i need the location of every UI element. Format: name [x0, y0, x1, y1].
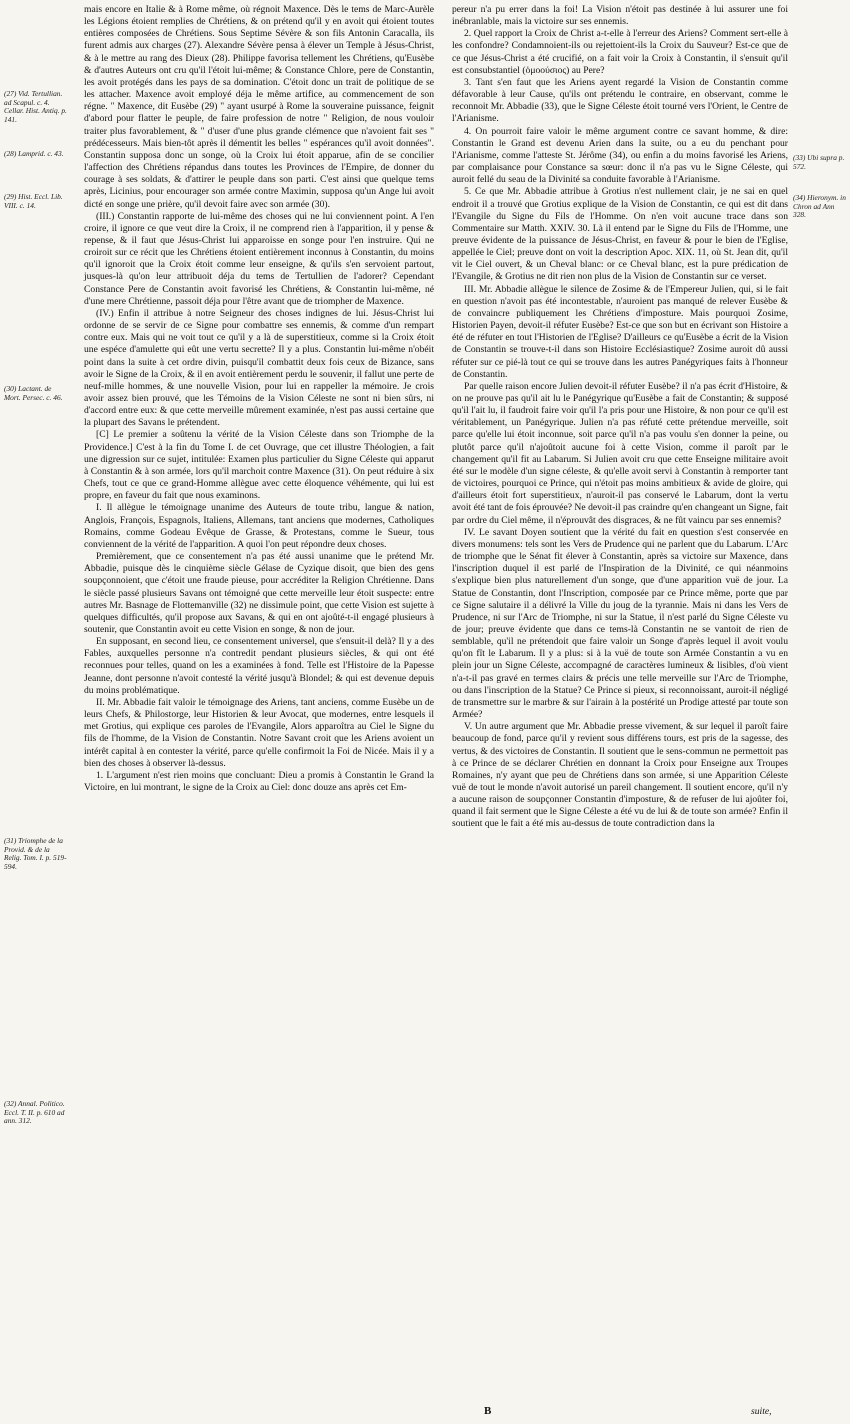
margin-note: (27) Vid. Tertullian. ad Scapul. c. 4. Cellar. Hist. Antiq. p. 141.	[4, 89, 67, 124]
margin-note: (29) Hist. Eccl. Lib. VIII. c. 14.	[4, 192, 63, 210]
paragraph: IV. Le savant Doyen soutient que la vérité du fait en question s'est conservée en divers monumens: tels sont les Vers de Prudence qui ne parlent que du Labarum. L'Arc de triomphe que le Sénat fit élever à Constantin, après sa victoire sur Maxence, dans l'inscription duquel il est parlé de l'Inspiration de la Divinité, ce qui néanmoins s'explique bien plus naturellement d'un songe, que d'une apparition vuë de jour. La Statue de Constantin, dont l'Inscription, composée par ce Prince même, porte que par ce Signe salutaire il a délivré la Ville du joug de la tyrannie. Mais ni dans les Vers de Prudence, ni sur l'Arc de Triomphe, ni sur la Statue, il n'est parlé du Signe Céleste vu de jour; preuve évidente que dans ce tems-là Constantin ne se vantoit de rien de semblable, qu'il ne prétendoit que faire valoir un Songe d'après lequel il avoit voulu qu'on fît le Labarum. Il y a plus: si à la vuë de toute son Armée Constantin a vu en plein jour un Signe Céleste, accompagné de caractères lumineux & lisibles, d'où vient n'a-t-il pas gravé en termes clairs & précis une telle merveille sur l'Arc de Triomphe, ou dans l'inscription de la Statue? Ce Prince si pieux, si reconnoissant, auroit-il négligé de transmettre sur le marbre & sur l'airain à la postérité un Prodige attesté par toute son Armée?	[452, 526, 788, 721]
paragraph: 2. Quel rapport la Croix de Christ a-t-elle à l'erreur des Ariens? Comment sert-elle à les confondre? Condamnoient-ils ou rejettoient-ils la Croix du Sauveur? Est-ce que de ce que Jésus-Christ a été crucifié, on a fait voir la Croix à Constantin, il s'ensuit qu'il est consubstantiel (ὁμοούσιος) au Pere?	[452, 28, 788, 76]
right-text-column	[452, 4, 788, 831]
margin-note: (32) Annal. Politico. Eccl. T. II. p. 610 ad ann. 312.	[4, 1099, 65, 1126]
paragraph: V. Un autre argument que Mr. Abbadie presse vivement, & sur lequel il paroît faire beaucoup de fond, parce qu'il y revient sous différens tours, est pris de la sagesse, des vertus, & des victoires de Constantin. Il soutient que le sens-commun ne permettoit pas à ce Prince de se déclarer Chrétien en donnant la Croix pour Enseigne aux Troupes Romaines, n'y ayant que peu de Chrétiens dans son armée, si une Apparition Céleste vuë de tout le monde n'avoit autorisé un pareil changement. Il soutient encore, qu'il n'y a aucune raison de soupçonner Constantin d'imposture, & de refuser de lui ajoûter foi, quand il fait serment que le Signe Céleste a été vu de lui & de toute son armée? Enfin il soutient que le fait a été mis au-dessus de toute contradiction dans la	[452, 721, 788, 830]
paragraph: (IV.) Enfin il attribue à notre Seigneur des choses indignes de lui. Jésus-Christ lui ordonne de se servir de ce Signe pour combattre ses ennemis, & comme d'un rempart contre eux. Mais qui ne voit tout ce qu'il y a là de superstitieux, comme si la Croix étoit une espéce d'amulette qui eût une vertu secrette? Il y a plus. Constantin lui-même n'obéit point dans la suite à cet ordre divin, puisqu'il combattit deux fois ceux de Bizance, sans avoir le Signe de la Croix, & il en avoit entièrement perdu le souvenir, il fallut une perte de neuf-mille hommes, & une nouvelle Vision, pour lui en rappeller la mémoire. Je crois avoir assez bien prouvé, que les Témoins de la Vision Céleste ne sont ni bien sûrs, ni d'accord entre eux: & que cette merveille mûrement examinée, n'est pas aussi certaine que la plupart des Savans le prétendent.	[84, 307, 434, 429]
paragraph: pereur n'a pu errer dans la foi! La Vision n'étoit pas destinée à lui assurer une foi inébranlable, mais la victoire sur ses ennemis.	[452, 4, 788, 28]
paragraph: Premièrement, que ce consentement n'a pas été aussi unanime que le prétend Mr. Abbadie, puisque dès le cinquième siècle Gélase de Cyzique disoit, que bien des gens soupçonnoient, que c'étoit une fraude pieuse, pour accréditer la Religion Chrétienne. Dans le siècle passé plusieurs Savans ont témoigné que cette merveille leur étoit suspecte: entre autres Mr. Basnage de Flottemanville (32) ne dissimule point, que cette Vision est sujette à quelques difficultés, qu'il propose aux Savans, & qui en ont ajoûté-t-il engagé plusieurs à soutenir, que Constantin avoit eu cette Vision en songe, & non de jour.	[84, 551, 434, 635]
paragraph: 5. Ce que Mr. Abbadie attribue à Grotius n'est nullement clair, je ne sai en quel endroit il a trouvé que Grotius explique de la Vision de Constantin, ce qui est dit dans l'Evangile du Signe du Fils de l'Homme. On n'en voit aucune trace dans son Commentaire sur Matth. XXIV. 30. Là il entend par le Signe du Fils de l'Homme, une preuve évidente de la puissance de Jésus-Christ, en faveur & pour le bien de l'Eglise, appellée le Ciel; preuve dont on voit la description Apoc. XIX. 11, où St. Jean dit, qu'il vit le Ciel ouvert, & un Cheval blanc: or ce Cheval blanc, est la pure prédication de l'Evangile, & Grotius ne dit rien non plus de la Vision de Constantin sur ce verset.	[452, 186, 788, 283]
catchword: suite,	[751, 1406, 772, 1417]
paragraph: 1. L'argument n'est rien moins que concluant: Dieu a promis à Constantin le Grand la Victoire, en lui montrant, le signe de la Croix au Ciel: donc douze ans après cet Em-	[84, 769, 434, 793]
margin-note: (30) Lactant. de Mort. Persec. c. 46.	[4, 384, 63, 402]
margin-note: (28) Lamprid. c. 43.	[4, 149, 64, 158]
paragraph: mais encore en Italie & à Rome même, où régnoit Maxence. Dès le tems de Marc-Aurèle les Légions étoient remplies de Chrétiens, & on prétend qu'il y en avoit qui étoient toutes entières composées de Chrétiens. Sous Septime Sévère & son fils Antonin Caracalla, ils furent admis aux charges (27). Alexandre Sévère pensa à élever un Temple à Jésus-Christ, & à le mettre au rang des Dieux (28). Philippe favorisa tellement les Chrétiens, qu'Eusèbe & d'autres Auteurs ont cru qu'il l'étoit lui-même; & Constance Chlore, pere de Constantin, les avoit protégés dans les pays de sa domination. C'étoit donc un trait de politique de se les attacher. Maxence avoit employé déja le même artifice, au commencement de son régne. " Maxence, dit Eusèbe (29) " ayant usurpé à Rome la souveraine puissance, feignit d'abord pour flatter le peuple, de faire profession de notre " Religion, de nous vouloir traiter plus favorablement, & " d'user d'une plus grande clémence que n'avoient fait ses " prédécesseurs. Mais bien-tôt après il démentit les belles " espérances qu'il avoit données". Constantin supposa donc un songe, où la Croix lui étoit apparue, afin de se concilier l'affection des Chrétiens répandus dans toutes les Provinces de l'Empire, de donner du courage à ses soldats, & d'attirer le peuple dans son parti. C'est ainsi que quelque tems après, Licinius, pour encourager son armée contre Maximin, supposa qu'un Ange lui avoit dicté en songe une prière, qu'il devoit faire avec son armée (30).	[84, 4, 434, 210]
paragraph: I. Il allègue le témoignage unanime des Auteurs de toute tribu, langue & nation, Anglois, François, Espagnols, Italiens, Allemans, tant anciens que modernes, Catholiques Romains, comme Godeau Evêque de Grasse, & Protestans, comme le Sueur, tous conviennent de la vérité de l'apparition. A quoi l'on peut répondre deux choses.	[84, 502, 434, 550]
margin-note: (31) Triomphe de la Provid. & de la Relig. Tom. I. p. 519-594.	[4, 836, 67, 871]
paragraph: Par quelle raison encore Julien devoit-il réfuter Eusèbe? il n'a pas écrit d'Histoire, & on ne prouve pas qu'il ait lu le Panégyrique qu'Eusèbe a fait de Constantin; & supposé qu'il l'ait lu, il faudroit faire voir qu'il l'a pris pour une Histoire, & non pour ce qu'il est véritablement, un Panégyrique. Julien n'a pas réfuté cette prétendue merveille, soit parce qu'elle lui étoit inconnue, soit parce qu'il n'a pas voulu s'en donner la peine, ou plutôt parce qu'il n'ajoûtoit aucune foi à cette Vision, comme il paroît par le changement qu'il fit au Labarum. Si Julien avoit cru que cette Enseigne militaire avoit été sur le modèle d'un signe céleste, & qu'elle avoit servi à Constantin à remporter tant de victoires, pourquoi ce Prince, qui n'étoit pas moins ambitieux & avide de gloire, qui d'ailleurs étoit fort superstitieux, n'auroit-il pas conservé le Labarum, dont la vertu avoit été tant de fois éprouvée? Ne devoit-il pas craindre qu'en changeant un Signe, fait par ordre du Ciel même, il n'éprouvât des disgraces, & ne fût vaincu par ses ennemis?	[452, 380, 788, 526]
paragraph: 3. Tant s'en faut que les Ariens ayent regardé la Vision de Constantin comme défavorable à leur Cause, qu'ils ont prétendu le contraire, en observant, comme le reconnoit Mr. Abbadie (33), que le Signe Céleste étoit tourné vers l'Orient, le Centre de l'Arianisme.	[452, 76, 788, 125]
paragraph: II. Mr. Abbadie fait valoir le témoignage des Ariens, tant anciens, comme Eusèbe un de leurs Chefs, & Philostorge, leur Historien & leur Avocat, que modernes, entre lesquels il met Grotius, qui explique ces paroles de l'Evangile, Alors apparoîtra au Ciel le Signe du fils de l'homme, de la Vision de Constantin. Notre Savant croit que les Ariens avoient un intérêt capital à en contester la vérité, parce qu'elle confirmoit la Foi de Nicée. Mais il y a bien des choses à observer là-dessus.	[84, 696, 434, 769]
paragraph: [C] Le premier a soûtenu la vérité de la Vision Céleste dans son Triomphe de la Providence.] C'est à la fin du Tome I. de cet Ouvrage, que cet illustre Théologien, a fait une digression sur ce sujet, intitulée: Examen plus particulier du Signe Céleste qui apparut à Constantin & à son armée, lors qu'il marchoit contre Maxence (31). On peut réduire à six Chefs, tout ce que ce grand-Homme allègue avec cette éloquence véhémente, qui lui est propre, en faveur du fait que nous examinons.	[84, 429, 434, 502]
margin-note: (34) Hieronym. in Chron ad Ann 328.	[793, 193, 846, 220]
paragraph: En supposant, en second lieu, ce consentement universel, que s'ensuit-il delà? Il y a des Fables, auxquelles personne n'a contredit pendant plusieurs siècles, & qui ont été reconnues pour telles, quand on les a examinées à fond. Telle est l'Histoire de la Papesse Jeanne, dont personne n'avoit contesté la vérité jusqu'à Blondel; & qui est devenue depuis du moins problématique.	[84, 636, 434, 696]
paragraph: III. Mr. Abbadie allègue le silence de Zosime & de l'Empereur Julien, qui, si le fait en question n'avoit pas été incontestable, n'auroient pas manqué de relever Eusèbe & de convaincre publiquement les Chrétiens d'imposture. Mais pourquoi Zosime, Historien Payen, devoit-il réfuter Eusèbe? Est-ce que son but en écrivant son Histoire a été de réfuter en tout l'Historien de l'Eglise? D'ailleurs ce qu'Eusèbe a écrit de la Vision de Constantin se trouve-t-il dans son Histoire Ecclésiastique? Zosime auroit dû aussi réfuter sur ce pié-là tout ce qui se trouve dans les autres Panégyriques faits à l'honneur de Constantin.	[452, 283, 788, 380]
margin-note: (33) Ubi supra p. 572.	[793, 153, 845, 171]
left-text-column	[84, 4, 434, 794]
paragraph: (III.) Constantin rapporte de lui-même des choses qui ne lui conviennent point. A l'en croire, il ignore ce que veut dire la Croix, il ne comprend rien à l'apparition, il y pense & repense, & il faut que Jésus-Christ lui apparoisse en songe pour l'en instruire. Qui ne croiroit sur ce récit que les Chrétiens étoient entièrement inconnus à Constantin, du moins qu'il ignoroit que la Croix étoit comme leur enseigne, & qu'ils s'en servoient partout, jusques-là qu'on leur attribuoit déja du tems de Tertullien de l'adorer? Cependant Constance Pere de Constantin avoit favorisé les Chrétiens, & Constantin lui-même, né d'une mere Chrétienne, passoit déja pour l'être avant que de triompher de Maxence.	[84, 210, 434, 307]
paragraph: 4. On pourroit faire valoir le même argument contre ce savant homme, & dire: Constantin le Grand est devenu Arien dans la suite, ou a eu du penchant pour l'Arianisme, comme l'atteste St. Jérôme (34), ou enfin a du moins favorisé les Ariens, par complaisance pour Constance sa sœur: donc il n'a pas vu le Signe Céleste, qui auroit fellé du seau de la Divinité sa conduite favorable à l'Arianisme.	[452, 125, 788, 186]
signature-mark: B	[484, 1405, 492, 1417]
